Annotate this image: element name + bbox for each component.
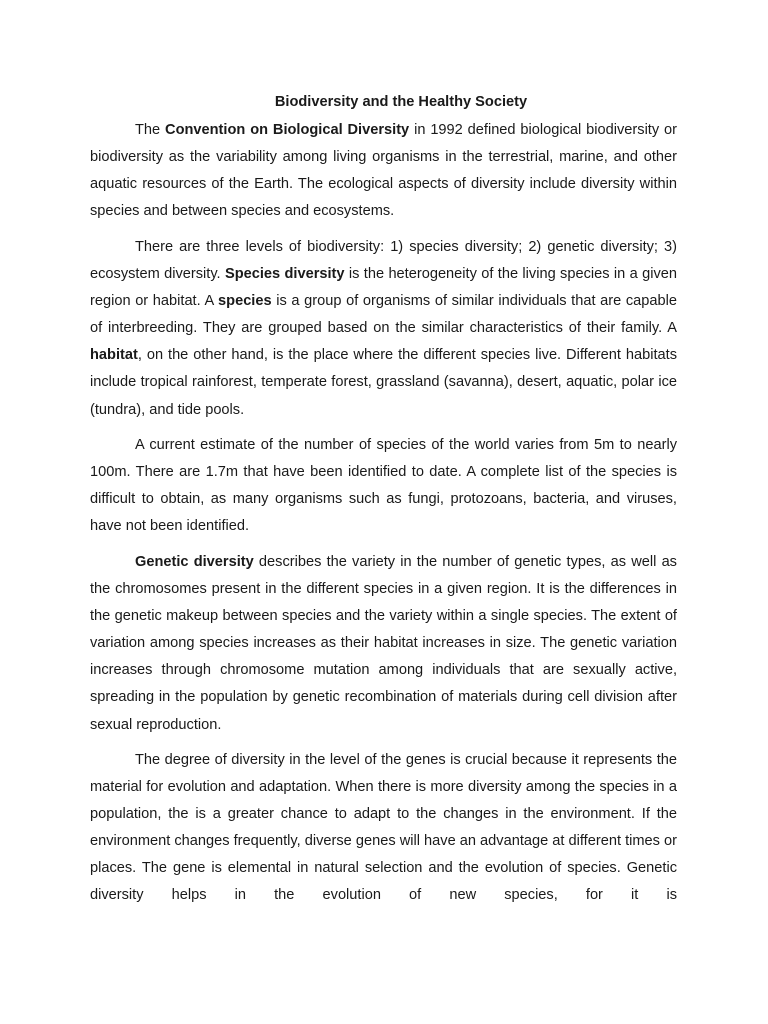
paragraph-convention: The Convention on Biological Diversity in 1992 defined biological biodiversity or biodiversity as the variability among living organisms in the terrestrial, marine, and other aquatic resources of the Earth. The ecological aspects of diversity include diversity within species and between species and ecosystems. [90,122,678,220]
paragraph-degree-of-diversity: The degree of diversity in the level of the genes is crucial because it represents the material for evolution and adaptation. When there is more diversity among the species in a population, the is a greater chance to adapt to the changes in the environment. If the environment changes frequently, diverse genes will have an advantage at different times or places. The gene is elemental in natural selection and the evolution of species. Genetic diversity helps in the evolution of new species, for it is [90,752,677,904]
bold-term: species [218,293,272,310]
bold-term: Convention on Biological Diversity [165,122,410,138]
document-title: Biodiversity and the Healthy Society [274,94,528,110]
paragraph-genetic-diversity: Genetic diversity describes the variety in the number of genetic types, as well as the chromosomes present in the different species in a given region. It is the differences in the genetic makeup between species and the variety within a single species. The extent of variation among species increases as their habitat increases in size. The genetic variation increases through chromosome mutation among individuals that are sexually active, spreading in the population by genetic recombination of materials during cell division after sexual reproduction. [90,554,677,733]
bold-term: Genetic diversity [135,554,254,570]
bold-term: Species diversity [224,266,345,283]
bold-term: habitat [90,347,138,364]
paragraph-species-estimate: A current estimate of the number of species of the world varies from 5m to nearly 100m. There are 1.7m that have been identified to date. A complete list of the species is difficult to obtain, as many organisms such as fungi, protozoans, bacteria, and viruses, have not been identified. [90,437,677,535]
paragraph-levels: There are three levels of biodiversity: 1) species diversity; 2) genetic diversity; 3) ecosystem diversity. Species diversity is the heterogeneity of the living species in a given region or habitat. A species is a group of organisms of similar individuals that are capable of interbreeding. They are grouped based on the similar characteristics of their family. A habitat, on the other hand, is the place where the different species live. Different habitats include tropical rainforest, temperate forest, grassland (savanna), desert, aquatic, polar ice (tundra), and tide pools. [90,239,677,418]
